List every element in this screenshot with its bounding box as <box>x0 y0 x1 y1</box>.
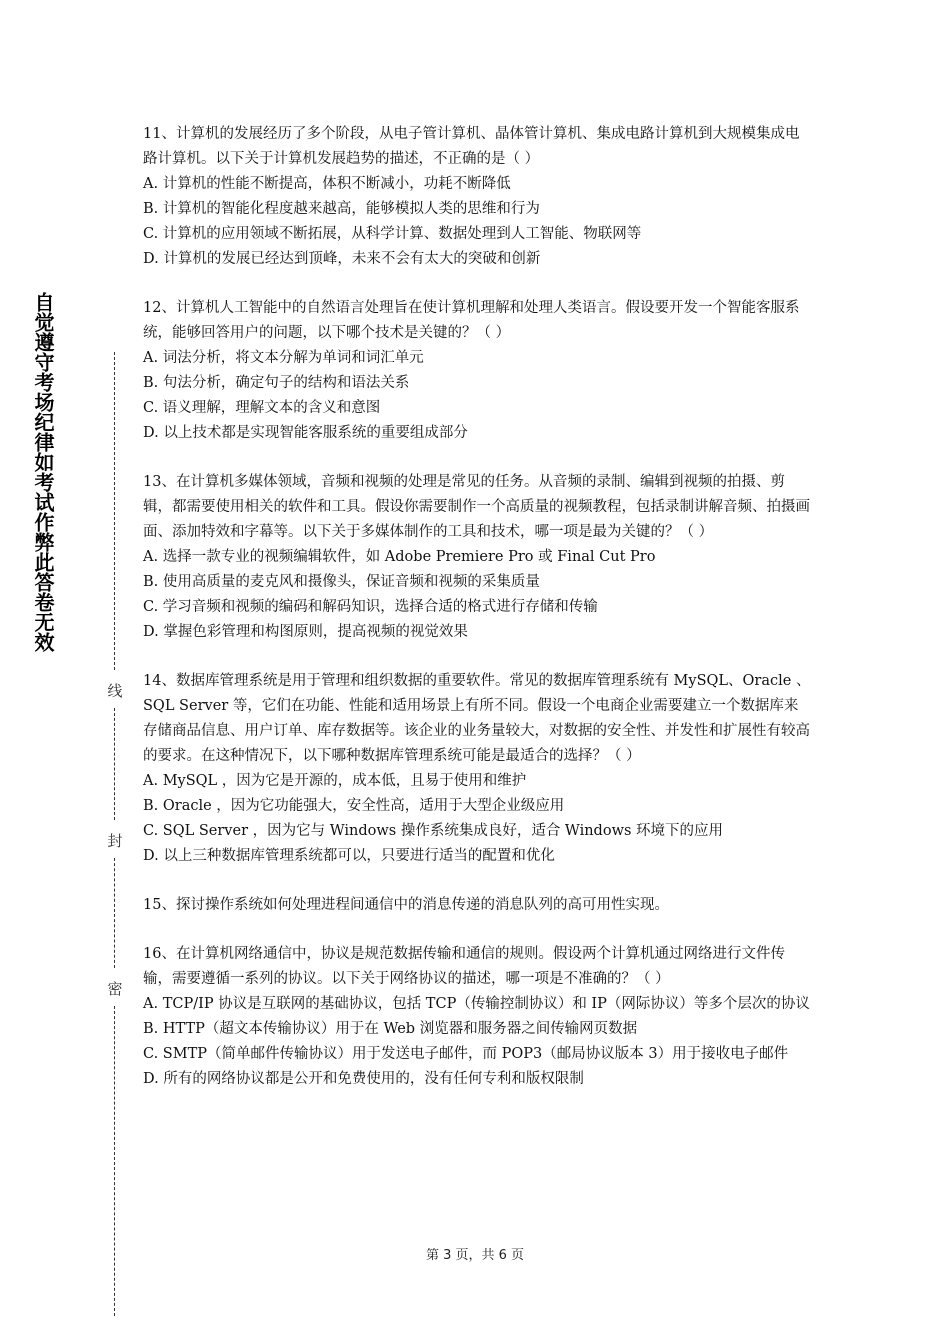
option-a: A. 选择一款专业的视频编辑软件，如 Adobe Premiere Pro 或 Final Cut Pro <box>143 549 656 565</box>
side-notice: 自觉遵守考场纪律如考试作弊此答卷无效 <box>31 292 55 652</box>
question-15 <box>143 893 811 918</box>
question-stem: 13、在计算机多媒体领域，音频和视频的处理是常见的任务。从音频的录制、编辑到视频的拍摄、剪辑，都需要使用相关的软件和工具。假设你需要制作一个高质量的视频教程，包括录制讲解音频、拍摄画面、添加特效和字幕等。以下关于多媒体制作的工具和技术，哪一项是最为关键的？（ ） <box>143 474 810 540</box>
option-d: D. 以上三种数据库管理系统都可以，只要进行适当的配置和优化 <box>143 848 555 864</box>
option-b: B. 使用高质量的麦克风和摄像头，保证音频和视频的采集质量 <box>143 574 540 590</box>
question-12 <box>143 296 811 446</box>
option-c: C. SQL Server ，因为它与 Windows 操作系统集成良好，适合 Windows 环境下的应用 <box>143 823 724 839</box>
option-b: B. 计算机的智能化程度越来越高，能够模拟人类的思维和行为 <box>143 201 540 217</box>
option-d: D. 计算机的发展已经达到顶峰，未来不会有太大的突破和创新 <box>143 251 541 267</box>
question-13 <box>143 470 811 645</box>
binding-label-seal: 封 <box>107 832 123 850</box>
option-d: D. 所有的网络协议都是公开和免费使用的，没有任何专利和版权限制 <box>143 1071 584 1087</box>
question-stem: 14、数据库管理系统是用于管理和组织数据的重要软件。常见的数据库管理系统有 MySQL、Oracle 、SQL Server 等，它们在功能、性能和适用场景上有所不同。假设一个电商企业需要建立一个数据库来存储商品信息、用户订单、库存数据等。该企业的业务量较大，对数据的安全性、并发性和扩展性有较高的要求。在这种情况下，以下哪种数据库管理系统可能是最适合的选择？（ ） <box>143 673 811 764</box>
page-number: 第 3 页，共 6 页 <box>425 1248 525 1263</box>
option-a: A. 词法分析，将文本分解为单词和词汇单元 <box>143 350 424 366</box>
option-c: C. SMTP（简单邮件传输协议）用于发送电子邮件，而 POP3（邮局协议版本 3）用于接收电子邮件 <box>143 1046 789 1062</box>
option-b: B. 句法分析，确定句子的结构和语法关系 <box>143 375 410 391</box>
binding-label-secret: 密 <box>107 980 123 998</box>
binding-line <box>114 352 115 670</box>
question-stem: 16、在计算机网络通信中，协议是规范数据传输和通信的规则。假设两个计算机通过网络进行文件传输，需要遵循一系列的协议。以下关于网络协议的描述，哪一项是不准确的？（ ） <box>143 946 785 987</box>
question-16 <box>143 942 811 1092</box>
binding-line <box>114 858 115 968</box>
binding-label-line: 线 <box>107 682 123 700</box>
question-list <box>143 122 811 1116</box>
question-stem: 12、计算机人工智能中的自然语言处理旨在使计算机理解和处理人类语言。假设要开发一个智能客服系统，能够回答用户的问题，以下哪个技术是关键的？（ ） <box>143 300 800 341</box>
question-stem: 11、计算机的发展经历了多个阶段，从电子管计算机、晶体管计算机、集成电路计算机到大规模集成电路计算机。以下关于计算机发展趋势的描述，不正确的是（ ） <box>143 126 800 167</box>
option-d: D. 掌握色彩管理和构图原则，提高视频的视觉效果 <box>143 624 468 640</box>
binding-line <box>114 1006 115 1316</box>
option-d: D. 以上技术都是实现智能客服系统的重要组成部分 <box>143 425 468 441</box>
option-b: B. Oracle ，因为它功能强大，安全性高，适用于大型企业级应用 <box>143 798 565 814</box>
option-a: A. MySQL ，因为它是开源的，成本低，且易于使用和维护 <box>143 773 527 789</box>
question-14 <box>143 669 811 869</box>
option-c: C. 语义理解，理解文本的含义和意图 <box>143 400 381 416</box>
option-c: C. 计算机的应用领域不断拓展，从科学计算、数据处理到人工智能、物联网等 <box>143 226 642 242</box>
binding-line <box>114 708 115 820</box>
option-b: B. HTTP（超文本传输协议）用于在 Web 浏览器和服务器之间传输网页数据 <box>143 1021 638 1037</box>
question-stem: 15、探讨操作系统如何处理进程间通信中的消息传递的消息队列的高可用性实现。 <box>143 897 669 913</box>
option-a: A. 计算机的性能不断提高，体积不断减小，功耗不断降低 <box>143 176 511 192</box>
option-a: A. TCP/IP 协议是互联网的基础协议，包括 TCP（传输控制协议）和 IP（网际协议）等多个层次的协议 <box>143 996 810 1012</box>
question-11 <box>143 122 811 272</box>
option-c: C. 学习音频和视频的编码和解码知识，选择合适的格式进行存储和传输 <box>143 599 598 615</box>
